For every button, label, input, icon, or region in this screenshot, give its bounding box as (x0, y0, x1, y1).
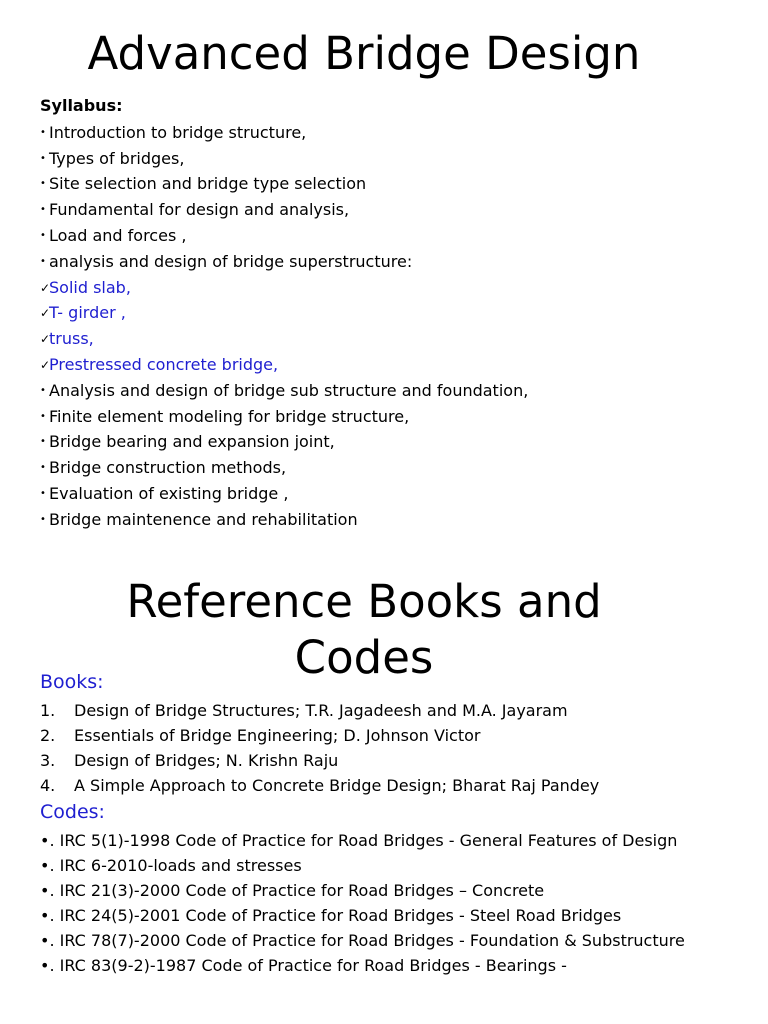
syllabus-item-text: T- girder , (49, 303, 126, 323)
syllabus-subitem (40, 301, 528, 327)
book-item (40, 723, 599, 748)
codes-list (40, 830, 720, 980)
syllabus-item-text: Types of bridges, (49, 148, 185, 168)
syllabus-item-text: Bridge bearing and expansion joint, (49, 432, 335, 452)
bullet-icon: • (40, 462, 46, 474)
syllabus-subitem (40, 275, 528, 301)
syllabus-item (40, 404, 528, 430)
page-title: Advanced Bridge Design (87, 27, 641, 80)
bullet-icon: • (40, 384, 46, 396)
code-item: •. IRC 78(7)-2000 Code of Practice for Road Bridges - Foundation & Substructure (40, 931, 685, 950)
references-title-line1: Reference Books and (126, 575, 602, 628)
checkmark-icon: ✓ (40, 306, 51, 321)
syllabus-item-text: Evaluation of existing bridge , (49, 484, 289, 504)
syllabus-item-text: Introduction to bridge structure, (49, 122, 307, 142)
books-list (40, 698, 599, 798)
book-title: Design of Bridges; N. Krishn Raju (74, 751, 339, 770)
code-item: •. IRC 5(1)-1998 Code of Practice for Road Bridges - General Features of Design (40, 831, 678, 850)
references-title (0, 574, 748, 686)
bullet-icon: • (40, 410, 46, 422)
syllabus-item (40, 249, 528, 275)
book-title: A Simple Approach to Concrete Bridge Design; Bharat Raj Pandey (74, 776, 600, 795)
books-heading: Books: (40, 671, 104, 693)
syllabus-item (40, 197, 528, 223)
bullet-icon: • (40, 230, 46, 242)
syllabus-item (40, 172, 528, 198)
checkmark-icon: ✓ (40, 280, 51, 295)
syllabus-item (40, 223, 528, 249)
code-item: •. IRC 21(3)-2000 Code of Practice for Road Bridges – Concrete (40, 881, 545, 900)
checkmark-icon: ✓ (40, 332, 51, 347)
book-item (40, 748, 599, 773)
syllabus-item (40, 378, 528, 404)
syllabus-subitem (40, 352, 528, 378)
codes-heading: Codes: (40, 801, 105, 823)
bullet-icon: • (40, 178, 46, 190)
book-title: Design of Bridge Structures; T.R. Jagadeesh and M.A. Jayaram (74, 701, 568, 720)
book-title: Essentials of Bridge Engineering; D. Johnson Victor (74, 726, 481, 745)
bullet-icon: • (40, 436, 46, 448)
book-number: 4. (40, 776, 56, 795)
syllabus-item-text: Bridge maintenence and rehabilitation (49, 509, 358, 529)
book-number: 2. (40, 726, 56, 745)
syllabus-item-text: Bridge construction methods, (49, 458, 287, 478)
syllabus-label: Syllabus: (40, 96, 123, 115)
syllabus-list (40, 120, 528, 533)
book-number: 1. (40, 701, 56, 720)
syllabus-item-text: Solid slab, (49, 277, 131, 297)
bullet-icon: • (40, 204, 46, 216)
bullet-icon: • (40, 152, 46, 164)
code-item: •. IRC 6-2010-loads and stresses (40, 856, 302, 875)
syllabus-item (40, 507, 528, 533)
syllabus-subitem (40, 326, 528, 352)
bullet-icon: • (40, 513, 46, 525)
syllabus-item (40, 120, 528, 146)
syllabus-item (40, 481, 528, 507)
book-item (40, 698, 599, 723)
code-item: •. IRC 83(9-2)-1987 Code of Practice for Road Bridges - Bearings - (40, 956, 567, 975)
syllabus-item (40, 455, 528, 481)
syllabus-item-text: Fundamental for design and analysis, (49, 200, 350, 220)
bullet-icon: • (40, 488, 46, 500)
references-title-line2: Codes (294, 631, 434, 684)
syllabus-item-text: analysis and design of bridge superstructure: (49, 251, 413, 271)
syllabus-item-text: truss, (49, 329, 94, 349)
syllabus-item (40, 146, 528, 172)
book-item (40, 773, 599, 798)
syllabus-item (40, 430, 528, 456)
syllabus-item-text: Finite element modeling for bridge structure, (49, 406, 410, 426)
syllabus-item-text: Prestressed concrete bridge, (49, 355, 279, 375)
checkmark-icon: ✓ (40, 358, 51, 373)
code-item: •. IRC 24(5)-2001 Code of Practice for Road Bridges - Steel Road Bridges (40, 906, 622, 925)
syllabus-item-text: Site selection and bridge type selection (49, 174, 367, 194)
syllabus-item-text: Analysis and design of bridge sub structure and foundation, (49, 380, 529, 400)
bullet-icon: • (40, 255, 46, 267)
syllabus-item-text: Load and forces , (49, 226, 187, 246)
bullet-icon: • (40, 126, 46, 138)
book-number: 3. (40, 751, 56, 770)
